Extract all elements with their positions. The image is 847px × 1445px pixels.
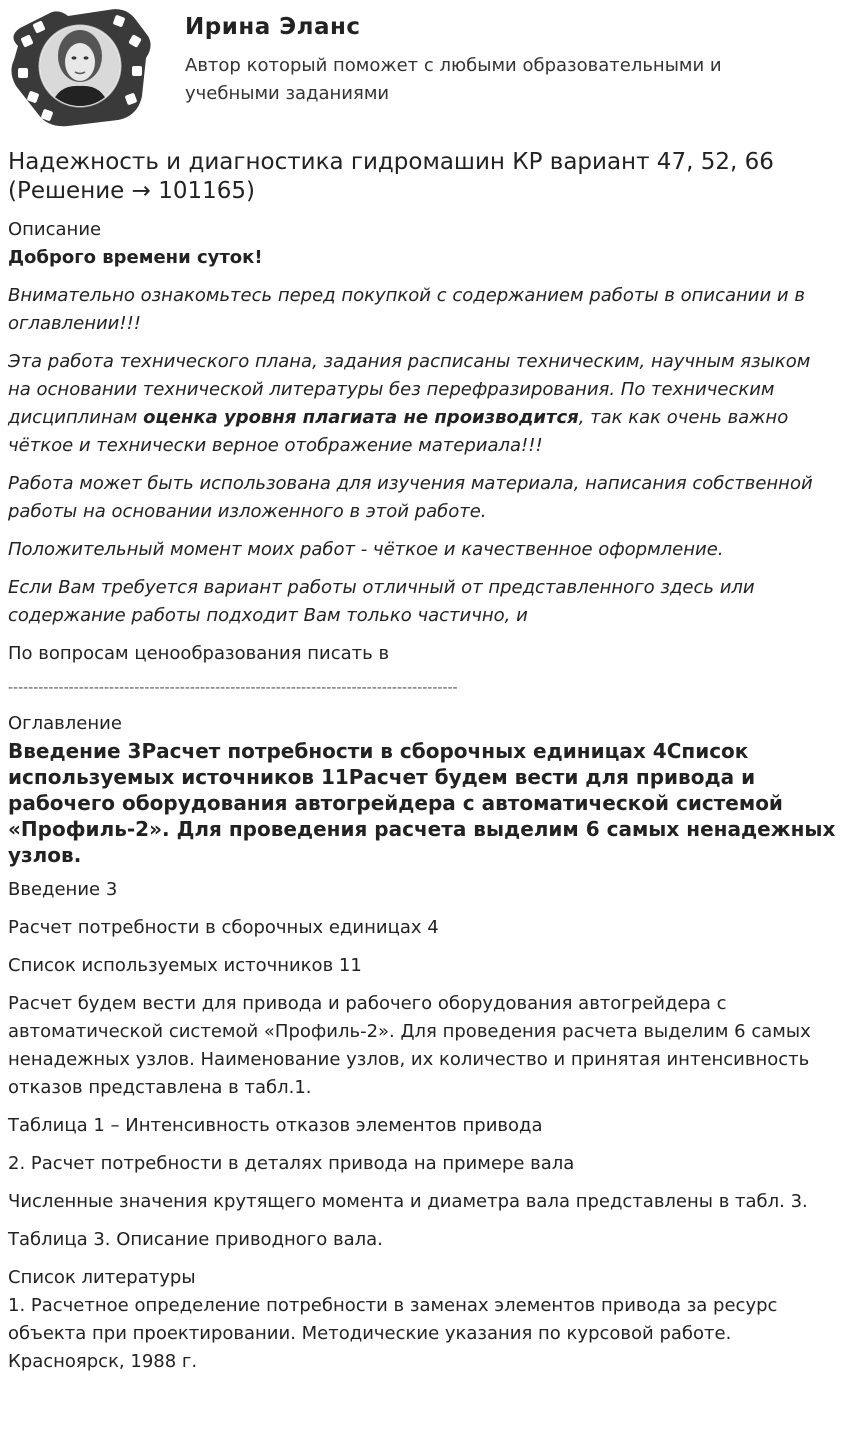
- literature-item: 1. Расчетное определение потребности в заменах элементов привода за ресурс объекта при проектировании. Методические указания по курсовой работе. Красноярск, 1988 г.: [8, 1295, 778, 1372]
- literature-label: Список литературы: [8, 1267, 196, 1288]
- plagiarism-note: оценка уровня плагиата не производится: [143, 407, 579, 428]
- toc-item: Список используемых источников 11: [8, 955, 362, 976]
- toc-item: Таблица 1 – Интенсивность отказов элементов привода: [8, 1115, 543, 1136]
- toc-item: Численные значения крутящего момента и диаметра вала представлены в табл. 3.: [8, 1191, 808, 1212]
- author-header: [8, 6, 838, 128]
- author-name[interactable]: Ирина Эланс: [185, 14, 361, 40]
- main-content: [8, 148, 838, 1376]
- description-body: [8, 282, 838, 630]
- description-paragraph: Внимательно ознакомьтесь перед покупкой с содержанием работы в описании и в оглавлении!!!: [8, 285, 805, 334]
- toc-item: 2. Расчет потребности в деталях привода на примере вала: [8, 1153, 575, 1174]
- text-fragment: , так как очень важно чёткое и технически верное отображение материала!!!: [8, 407, 789, 456]
- text-fragment: Эта работа технического плана, задания расписаны техническим, научным языком на основании технической литературы без перефразирования. По техническим дисциплинам: [8, 351, 811, 428]
- toc-heading: Введение 3Расчет потребности в сборочных единицах 4Список используемых источников 11Расчет будем вести для привода и рабочего оборудования автогрейдера с автоматической системой «Профиль-2». Для проведения расчета выделим 6 самых ненадежных узлов.: [8, 739, 836, 867]
- toc-label: Оглавление: [8, 713, 122, 734]
- author-description: Автор который поможет с любыми образовательными и учебными заданиями: [185, 55, 722, 104]
- avatar[interactable]: [8, 6, 154, 128]
- toc-item: Таблица 3. Описание приводного вала.: [8, 1229, 383, 1250]
- description-paragraph: Положительный момент моих работ - чёткое и качественное оформление.: [8, 539, 724, 560]
- pricing-note: По вопросам ценообразования писать в: [8, 643, 390, 664]
- divider: -----------------------------------------------------------------------------------------: [8, 680, 458, 696]
- toc-item: Расчет будем вести для привода и рабочего оборудования автогрейдера с автоматической системой «Профиль-2». Для проведения расчета выделим 6 самых ненадежных узлов. Наименование узлов, их количество и принятая интенсивность отказов представлена в табл.1.: [8, 993, 811, 1098]
- toc-item: Введение 3: [8, 879, 118, 900]
- toc-item: Расчет потребности в сборочных единицах 4: [8, 917, 439, 938]
- greeting: Доброго времени суток!: [8, 247, 263, 268]
- description-label: Описание: [8, 219, 102, 240]
- description-paragraph: Если Вам требуется вариант работы отличный от представленного здесь или содержание работы подходит Вам только частично, и: [8, 577, 755, 626]
- page-title: Надежность и диагностика гидромашин КР вариант 47, 52, 66 (Решение → 101165): [8, 149, 774, 204]
- description-paragraph: [8, 348, 838, 460]
- description-paragraph: Работа может быть использована для изучения материала, написания собственной работы на основании изложенного в этой работе.: [8, 473, 813, 522]
- film-frame-avatar-icon: [8, 6, 154, 128]
